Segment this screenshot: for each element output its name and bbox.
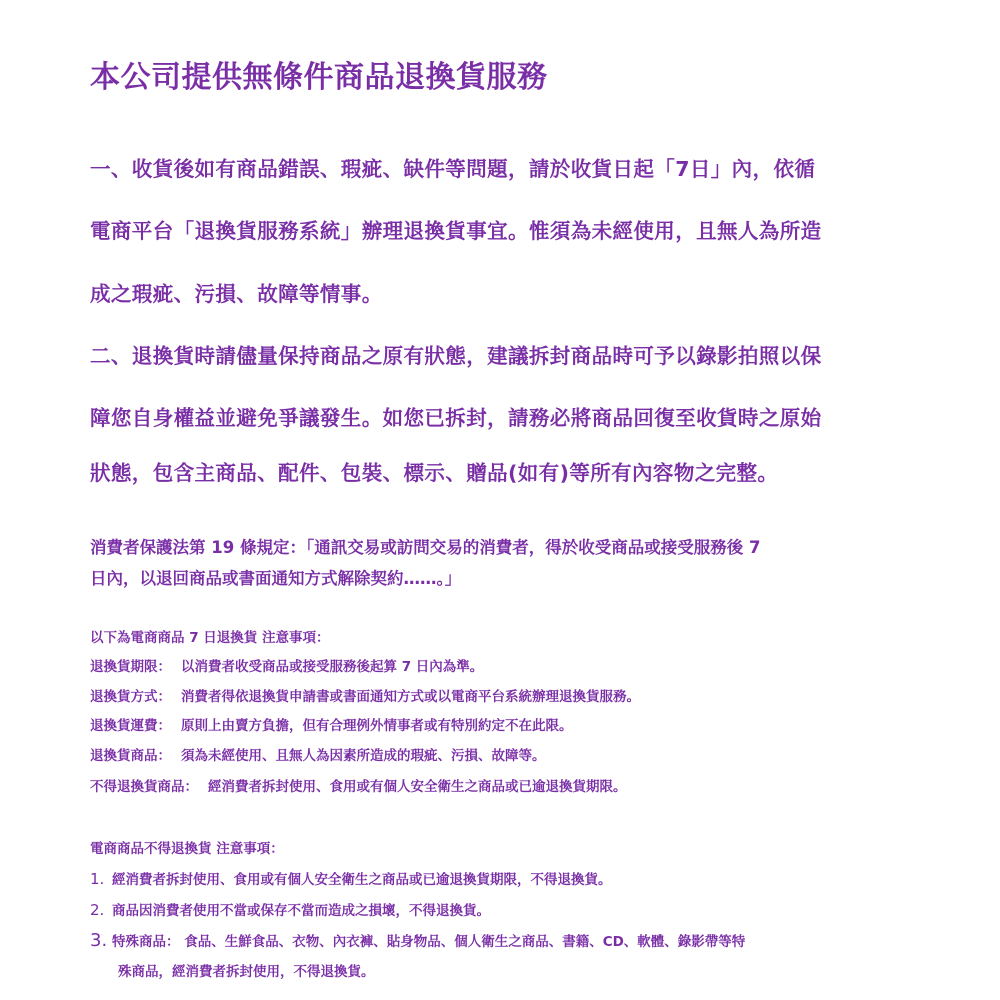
exclusion-item bbox=[90, 899, 490, 919]
note-label: 退換貨運費： bbox=[90, 718, 171, 734]
note-item bbox=[90, 775, 627, 795]
law-line: 消費者保護法第 19 條規定：「通訊交易或訪問交易的消費者，得於收受商品或接受服務後 7 bbox=[90, 538, 761, 557]
note-item bbox=[90, 714, 573, 734]
exclusion-item bbox=[90, 930, 745, 951]
exclusions-heading: 電商商品不得退換貨 注意事項： bbox=[90, 841, 284, 857]
exclusion-item bbox=[90, 868, 612, 888]
note-text: 原則上由賣方負擔，但有合理例外情事者或有特別約定不在此限。 bbox=[181, 718, 573, 734]
note-item bbox=[90, 655, 483, 675]
exclusion-item-continued: 殊商品，經消費者拆封使用，不得退換貨。 bbox=[118, 964, 375, 980]
note-label: 退換貨商品： bbox=[90, 748, 171, 764]
note-text: 經消費者拆封使用、食用或有個人安全衛生之商品或已逾退換貨期限。 bbox=[208, 779, 627, 795]
page-title: 本公司提供無條件商品退換貨服務 bbox=[90, 60, 548, 95]
law-line: 日內，以退回商品或書面通知方式解除契約……。」 bbox=[90, 569, 462, 588]
section1-line: 電商平台「退換貨服務系統」辦理退換貨事宜。惟須為未經使用，且無人為所造 bbox=[90, 219, 822, 243]
note-item bbox=[90, 744, 546, 764]
note-item bbox=[90, 685, 640, 705]
item-text: 特殊商品： 食品、生鮮食品、衣物、內衣褲、貼身物品、個人衛生之商品、書籍、CD、軟體、錄影帶等特 bbox=[112, 934, 746, 950]
item-number: 2. bbox=[90, 901, 105, 919]
section2-line: 障您自身權益並避免爭議發生。如您已拆封，請務必將商品回復至收貨時之原始 bbox=[90, 406, 822, 430]
note-label: 不得退換貨商品： bbox=[90, 779, 198, 795]
notes-heading: 以下為電商商品 7 日退換貨 注意事項： bbox=[90, 630, 330, 646]
item-number: 1. bbox=[90, 870, 105, 888]
section2-line: 二、退換貨時請儘量保持商品之原有狀態，建議拆封商品時可予以錄影拍照以保 bbox=[90, 344, 822, 368]
section1-line: 一、收貨後如有商品錯誤、瑕疵、缺件等問題，請於收貨日起「7日」內，依循 bbox=[90, 157, 816, 181]
note-text: 消費者得依退換貨申請書或書面通知方式或以電商平台系統辦理退換貨服務。 bbox=[181, 689, 640, 705]
item-number: 3. bbox=[90, 930, 108, 951]
note-label: 退換貨方式： bbox=[90, 689, 171, 705]
item-text: 商品因消費者使用不當或保存不當而造成之損壞，不得退換貨。 bbox=[112, 903, 490, 919]
note-text: 以消費者收受商品或接受服務後起算 7 日內為準。 bbox=[181, 659, 484, 675]
section1-line: 成之瑕疵、污損、故障等情事。 bbox=[90, 282, 383, 306]
item-text: 經消費者拆封使用、食用或有個人安全衛生之商品或已逾退換貨期限，不得退換貨。 bbox=[112, 872, 612, 888]
section2-line: 狀態，包含主商品、配件、包裝、標示、贈品(如有)等所有內容物之完整。 bbox=[90, 461, 779, 485]
note-text: 須為未經使用、且無人為因素所造成的瑕疵、污損、故障等。 bbox=[181, 748, 546, 764]
note-label: 退換貨期限： bbox=[90, 659, 171, 675]
